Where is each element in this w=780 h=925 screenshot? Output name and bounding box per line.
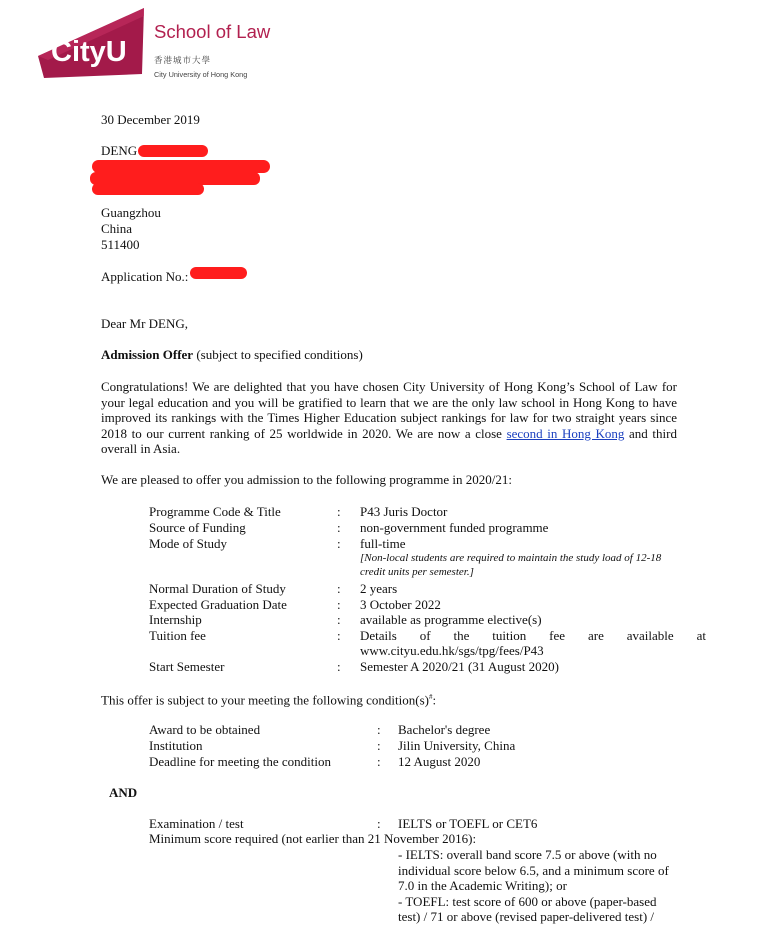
programme-value: P43 Juris Doctor bbox=[360, 504, 448, 519]
institution-value: Jilin University, China bbox=[398, 738, 516, 753]
deadline-value: 12 August 2020 bbox=[398, 754, 481, 769]
tuition-label: Tuition fee bbox=[149, 628, 206, 643]
letter-date: 30 December 2019 bbox=[101, 112, 200, 127]
exam-value: IELTS or TOEFL or CET6 bbox=[398, 816, 538, 831]
colon: : bbox=[337, 536, 341, 551]
condition-mark: # bbox=[428, 693, 433, 701]
colon: : bbox=[337, 612, 341, 627]
logo-wordmark: CityU bbox=[51, 36, 127, 68]
score-line: test) / 71 or above (revised paper-delivered test) / bbox=[398, 909, 655, 924]
school-name: School of Law bbox=[154, 21, 271, 42]
score-line: - IELTS: overall band score 7.5 or above (with no bbox=[398, 847, 657, 862]
university-chinese-name: 香港城市大學 bbox=[154, 56, 212, 66]
colon: : bbox=[337, 520, 341, 535]
congratulations-paragraph bbox=[101, 379, 677, 457]
para1-tail: and third overall in Asia. bbox=[101, 425, 677, 457]
colon: : bbox=[377, 816, 381, 831]
colon: : bbox=[377, 722, 381, 737]
subject-bold: Admission Offer bbox=[101, 347, 194, 362]
redaction-address-3 bbox=[92, 183, 204, 195]
para1-text: Congratulations! We are delighted that you have chosen City University of Hong Kong’s School of Law for your legal education and you will be gratified to learn that we are the only law school in Hong Kong to have improved its rankings with the Times Higher Education subject rankings for law for two straight years since 2018 to our current ranking of 25 worldwide in 2020. We are now a close bbox=[101, 379, 677, 441]
start-semester-value: Semester A 2020/21 (31 August 2020) bbox=[360, 659, 559, 674]
score-line: - TOEFL: test score of 600 or above (paper-based bbox=[398, 894, 657, 909]
score-line: individual score below 6.5, and a minimum score of bbox=[398, 863, 669, 878]
redaction-application-number bbox=[190, 267, 247, 279]
colon: : bbox=[377, 738, 381, 753]
tuition-url: www.cityu.edu.hk/sgs/tpg/fees/P43 bbox=[360, 643, 544, 658]
institution-label: Institution bbox=[149, 738, 203, 753]
university-logo bbox=[38, 6, 271, 82]
mode-note-line2: credit units per semester.] bbox=[360, 566, 474, 578]
internship-label: Internship bbox=[149, 612, 202, 627]
recipient-name: DENG bbox=[101, 143, 138, 158]
salutation: Dear Mr DENG, bbox=[101, 316, 189, 331]
deadline-label: Deadline for meeting the condition bbox=[149, 754, 331, 769]
exam-label: Examination / test bbox=[149, 816, 244, 831]
subject-rest: (subject to specified conditions) bbox=[193, 347, 363, 362]
award-label: Award to be obtained bbox=[149, 722, 261, 737]
funding-value: non-government funded programme bbox=[360, 520, 549, 535]
tuition-value: Details of the tuition fee are available at bbox=[360, 628, 706, 643]
colon: : bbox=[337, 581, 341, 596]
colon: : bbox=[337, 628, 341, 643]
and-label: AND bbox=[109, 785, 138, 800]
university-name: City University of Hong Kong bbox=[154, 70, 248, 79]
application-number-label: Application No.: bbox=[101, 269, 189, 284]
recipient-postcode: 511400 bbox=[101, 237, 140, 252]
subject-line bbox=[101, 347, 363, 363]
condition-intro-text: This offer is subject to your meeting the following condition(s) bbox=[101, 692, 429, 708]
cityu-logo-icon bbox=[38, 6, 148, 78]
mode-value: full-time bbox=[360, 536, 406, 551]
internship-value: available as programme elective(s) bbox=[360, 612, 542, 627]
recipient-country: China bbox=[101, 221, 133, 236]
colon: : bbox=[337, 504, 341, 519]
colon: : bbox=[377, 754, 381, 769]
graduation-label: Expected Graduation Date bbox=[149, 597, 287, 612]
recipient-city: Guangzhou bbox=[101, 205, 161, 220]
colon: : bbox=[337, 597, 341, 612]
second-in-hong-kong-link[interactable]: second in Hong Kong bbox=[506, 425, 625, 441]
score-line: 7.0 in the Academic Writing); or bbox=[398, 878, 567, 893]
mode-label: Mode of Study bbox=[149, 536, 227, 551]
start-semester-label: Start Semester bbox=[149, 659, 225, 674]
duration-label: Normal Duration of Study bbox=[149, 581, 286, 596]
colon: : bbox=[337, 659, 341, 674]
programme-intro: We are pleased to offer you admission to the following programme in 2020/21: bbox=[101, 472, 513, 487]
graduation-value: 3 October 2022 bbox=[360, 597, 441, 612]
programme-label: Programme Code & Title bbox=[149, 504, 281, 519]
award-value: Bachelor's degree bbox=[398, 722, 491, 737]
duration-value: 2 years bbox=[360, 581, 398, 596]
condition-intro bbox=[101, 690, 436, 708]
redaction-name bbox=[138, 145, 208, 157]
mode-note-line1: [Non-local students are required to maintain the study load of 12-18 bbox=[360, 552, 662, 564]
funding-label: Source of Funding bbox=[149, 520, 246, 535]
min-score-label: Minimum score required (not earlier than 21 November 2016): bbox=[149, 831, 477, 846]
condition-colon: : bbox=[432, 692, 437, 708]
